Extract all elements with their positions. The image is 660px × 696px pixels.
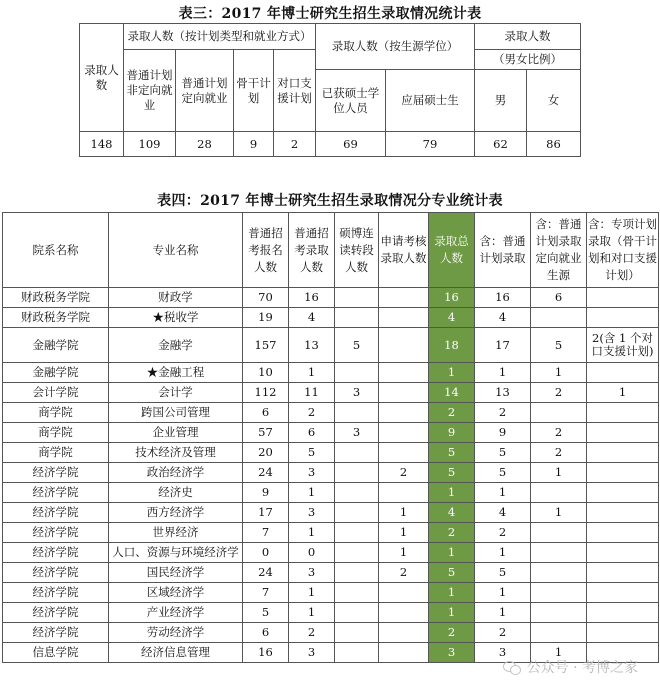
t4-cell: 商学院 [3, 423, 109, 443]
t4-cell: 2 [475, 403, 531, 423]
table3-title: 表三：2017 年博士研究生招生录取情况统计表 [178, 6, 482, 22]
t4-cell [587, 563, 659, 583]
t4-data-row [3, 543, 659, 563]
t4-cell: 政治经济学 [109, 463, 243, 483]
t3-header-gender-col: 男 [475, 70, 527, 132]
t4-cell: 5 [475, 563, 531, 583]
t4-data-row [3, 483, 659, 503]
t4-header-total: 录取总人数 [429, 213, 475, 288]
t4-cell: 2 [379, 463, 429, 483]
t4-cell [587, 623, 659, 643]
t4-cell: 1 [475, 483, 531, 503]
t4-cell: 3 [335, 383, 379, 403]
t4-cell: 1 [429, 603, 475, 623]
t4-data-row [3, 288, 659, 308]
t4-cell: 13 [475, 383, 531, 403]
t3-header-source-col: 已获硕士学位人员 [316, 70, 386, 132]
t4-cell: 经济学院 [3, 623, 109, 643]
t3-cell: 28 [176, 132, 234, 157]
t4-cell: 3 [289, 643, 335, 663]
t4-cell: 经济学院 [3, 543, 109, 563]
t4-cell: 4 [475, 503, 531, 523]
t4-cell: 1 [531, 363, 587, 383]
t4-cell: 16 [429, 288, 475, 308]
t4-cell: 5 [475, 463, 531, 483]
t4-cell [379, 423, 429, 443]
t4-cell: 会计学院 [3, 383, 109, 403]
t4-cell [587, 503, 659, 523]
t4-cell [587, 288, 659, 308]
t4-cell [335, 523, 379, 543]
t4-cell [335, 403, 379, 423]
t4-cell: 经济学院 [3, 463, 109, 483]
t4-cell: 金融学院 [3, 363, 109, 383]
t4-cell [587, 583, 659, 603]
t4-cell [531, 623, 587, 643]
t4-cell [531, 483, 587, 503]
t4-cell [379, 603, 429, 623]
t4-cell [379, 643, 429, 663]
t4-cell: 9 [429, 423, 475, 443]
t4-cell: 4 [475, 308, 531, 328]
t3-header-gender-sub: （男女比例） [475, 50, 581, 70]
t4-cell [379, 363, 429, 383]
t4-cell: 3 [289, 503, 335, 523]
t3-cell: 69 [316, 132, 386, 157]
t4-cell [531, 543, 587, 563]
t4-data-row [3, 463, 659, 483]
t4-cell: ★税收学 [109, 308, 243, 328]
t4-cell: 16 [475, 288, 531, 308]
t3-header-gender-col: 女 [527, 70, 581, 132]
t4-cell: 14 [429, 383, 475, 403]
wechat-icon [503, 659, 521, 675]
t4-cell: 产业经济学 [109, 603, 243, 623]
t4-cell: 商学院 [3, 443, 109, 463]
t4-cell [379, 623, 429, 643]
t4-header-application: 申请考核录取人数 [379, 213, 429, 288]
t4-cell [335, 563, 379, 583]
t4-cell [335, 603, 379, 623]
t4-cell: 4 [429, 503, 475, 523]
t4-data-row [3, 363, 659, 383]
t4-cell: 9 [243, 483, 289, 503]
t4-data-row [3, 563, 659, 583]
t4-cell [531, 583, 587, 603]
t4-cell [335, 443, 379, 463]
t4-cell: 1 [379, 523, 429, 543]
t3-header-plan: 录取人数（按计划类型和就业方式） [124, 24, 316, 50]
t4-cell [335, 623, 379, 643]
t4-cell: 16 [243, 643, 289, 663]
t4-cell: 2 [429, 403, 475, 423]
t4-cell: 3 [429, 643, 475, 663]
t4-cell: 6 [243, 403, 289, 423]
t4-cell: 1 [531, 463, 587, 483]
t3-header-gender: 录取人数 [475, 24, 581, 50]
t4-cell: 1 [289, 363, 335, 383]
t4-cell: ★金融工程 [109, 363, 243, 383]
t4-cell: 经济学院 [3, 563, 109, 583]
t4-cell: 3 [289, 563, 335, 583]
t4-cell: 9 [475, 423, 531, 443]
t4-cell [335, 463, 379, 483]
t4-cell: 2 [475, 623, 531, 643]
t4-cell: 5 [429, 443, 475, 463]
t4-cell: 5 [429, 463, 475, 483]
t4-cell: 经济学院 [3, 583, 109, 603]
t3-cell: 2 [274, 132, 316, 157]
t4-cell [335, 483, 379, 503]
t4-cell: 1 [475, 543, 531, 563]
t4-cell: 157 [243, 328, 289, 363]
t4-cell: 1 [429, 363, 475, 383]
t4-cell: 经济学院 [3, 503, 109, 523]
t4-cell: 劳动经济学 [109, 623, 243, 643]
t4-cell: 技术经济及管理 [109, 443, 243, 463]
t4-cell: 6 [289, 423, 335, 443]
watermark-text: 公众号 · 考博之家 [526, 660, 638, 676]
t4-cell: 会计学 [109, 383, 243, 403]
t4-cell: 2 [475, 523, 531, 543]
t4-cell: 5 [243, 603, 289, 623]
t4-cell: 70 [243, 288, 289, 308]
t4-cell [587, 603, 659, 623]
t4-header-major: 专业名称 [109, 213, 243, 288]
t4-cell [587, 523, 659, 543]
t4-cell: 1 [531, 503, 587, 523]
t4-cell: 16 [289, 288, 335, 308]
t4-cell: 1 [429, 543, 475, 563]
t4-cell [379, 308, 429, 328]
t4-cell [587, 463, 659, 483]
t4-cell: 1 [475, 603, 531, 623]
t4-cell: 财政学 [109, 288, 243, 308]
watermark [503, 657, 638, 677]
t4-cell: 2 [289, 623, 335, 643]
t4-cell [531, 603, 587, 623]
t4-cell: 西方经济学 [109, 503, 243, 523]
t4-data-row [3, 523, 659, 543]
t4-cell [587, 483, 659, 503]
t4-header-general: 含：普通计划录取 [475, 213, 531, 288]
t4-cell: 商学院 [3, 403, 109, 423]
t4-cell: 3 [335, 423, 379, 443]
t4-data-row [3, 503, 659, 523]
t4-cell: 2(含 1 个对口支援计划) [587, 328, 659, 363]
t4-cell: 2 [429, 623, 475, 643]
t3-cell: 148 [80, 132, 124, 157]
t4-cell [531, 563, 587, 583]
t4-cell [531, 403, 587, 423]
t4-cell [379, 583, 429, 603]
t4-cell: 经济学院 [3, 483, 109, 503]
t4-cell: 1 [587, 383, 659, 403]
t4-cell: 信息学院 [3, 643, 109, 663]
t4-cell: 1 [475, 363, 531, 383]
t4-cell: 1 [429, 483, 475, 503]
t4-cell: 57 [243, 423, 289, 443]
t4-cell: 1 [379, 543, 429, 563]
t4-cell: 11 [289, 383, 335, 403]
t3-header-plan-col: 骨干计划 [234, 50, 274, 132]
t3-data-row [80, 132, 581, 157]
t4-cell: 0 [289, 543, 335, 563]
t4-cell: 1 [429, 583, 475, 603]
t4-cell [335, 288, 379, 308]
t4-cell: 5 [289, 443, 335, 463]
t4-cell: 7 [243, 523, 289, 543]
t4-cell [587, 423, 659, 443]
t4-header-applicants: 普通招考报名人数 [243, 213, 289, 288]
t4-cell: 2 [531, 423, 587, 443]
t3-cell: 109 [124, 132, 176, 157]
t4-cell: 4 [289, 308, 335, 328]
t3-header-plan-col: 普通计划非定向就业 [124, 50, 176, 132]
t4-cell: 112 [243, 383, 289, 403]
t4-cell: 5 [429, 563, 475, 583]
t4-cell: 2 [429, 523, 475, 543]
t4-data-row [3, 328, 659, 363]
t4-cell: 24 [243, 463, 289, 483]
t4-header-directed: 含：普通计划录取定向就业生源 [531, 213, 587, 288]
t4-cell: 20 [243, 443, 289, 463]
t4-cell: 国民经济学 [109, 563, 243, 583]
table4 [2, 212, 659, 663]
t4-cell: 3 [289, 463, 335, 483]
t3-header-plan-col: 普通计划定向就业 [176, 50, 234, 132]
t4-cell [531, 308, 587, 328]
t4-cell [335, 308, 379, 328]
t4-data-row [3, 403, 659, 423]
t4-cell: 财政税务学院 [3, 288, 109, 308]
t4-cell: 经济学院 [3, 603, 109, 623]
t4-cell [379, 383, 429, 403]
t4-cell: 6 [243, 623, 289, 643]
t4-cell: 5 [531, 328, 587, 363]
t4-cell: 2 [531, 383, 587, 403]
table4-title: 表四：2017 年博士研究生招生录取情况分专业统计表 [157, 193, 503, 209]
t4-cell [379, 288, 429, 308]
t4-cell: 2 [379, 563, 429, 583]
table3 [79, 23, 581, 157]
t4-cell [335, 583, 379, 603]
t4-cell: 跨国公司管理 [109, 403, 243, 423]
t4-data-row [3, 308, 659, 328]
t4-cell: 5 [475, 443, 531, 463]
t4-cell: 金融学 [109, 328, 243, 363]
t3-cell: 9 [234, 132, 274, 157]
t4-cell [379, 483, 429, 503]
t3-header-source-col: 应届硕士生 [386, 70, 475, 132]
t4-cell: 1 [379, 503, 429, 523]
t4-cell: 1 [531, 643, 587, 663]
t4-cell [335, 543, 379, 563]
t4-cell: 区域经济学 [109, 583, 243, 603]
t4-cell: 6 [531, 288, 587, 308]
t3-header-plan-col: 对口支援计划 [274, 50, 316, 132]
t3-cell: 79 [386, 132, 475, 157]
t4-cell: 人口、资源与环境经济学 [109, 543, 243, 563]
t4-cell: 1 [289, 523, 335, 543]
t4-data-row [3, 603, 659, 623]
t4-cell [587, 403, 659, 423]
t4-cell: 经济史 [109, 483, 243, 503]
t4-cell: 金融学院 [3, 328, 109, 363]
t4-cell: 企业管理 [109, 423, 243, 443]
t4-cell: 2 [531, 443, 587, 463]
t3-cell: 86 [527, 132, 581, 157]
t4-cell: 17 [243, 503, 289, 523]
t4-cell: 3 [475, 643, 531, 663]
t4-header-row [3, 213, 659, 288]
t4-cell [379, 443, 429, 463]
t4-cell [379, 328, 429, 363]
t3-cell: 62 [475, 132, 527, 157]
t4-cell [531, 523, 587, 543]
t4-data-row [3, 583, 659, 603]
t4-data-row [3, 443, 659, 463]
t4-cell [335, 503, 379, 523]
t4-cell: 经济信息管理 [109, 643, 243, 663]
t4-cell [587, 443, 659, 463]
t4-cell: 10 [243, 363, 289, 383]
t4-cell: 0 [243, 543, 289, 563]
t4-data-row [3, 383, 659, 403]
t4-cell: 世界经济 [109, 523, 243, 543]
t4-cell: 1 [475, 583, 531, 603]
t4-data-row [3, 423, 659, 443]
t4-cell: 13 [289, 328, 335, 363]
t4-cell: 24 [243, 563, 289, 583]
t4-cell: 经济学院 [3, 523, 109, 543]
t4-cell [335, 363, 379, 383]
t4-cell: 1 [289, 603, 335, 623]
t4-cell: 4 [429, 308, 475, 328]
t4-header-special: 含：专项计划录取（骨干计划和对口支援计划） [587, 213, 659, 288]
t4-cell: 19 [243, 308, 289, 328]
t4-header-dept: 院系名称 [3, 213, 109, 288]
t4-cell: 财政税务学院 [3, 308, 109, 328]
t4-cell: 18 [429, 328, 475, 363]
t4-cell: 5 [335, 328, 379, 363]
t4-cell: 1 [289, 483, 335, 503]
t4-cell [587, 543, 659, 563]
t4-cell [587, 363, 659, 383]
t4-cell: 7 [243, 583, 289, 603]
t4-cell [335, 643, 379, 663]
t4-header-admitted: 普通招考录取人数 [289, 213, 335, 288]
t4-cell [587, 308, 659, 328]
t4-cell: 17 [475, 328, 531, 363]
t4-header-transfer: 硕博连读转段人数 [335, 213, 379, 288]
t4-cell: 2 [289, 403, 335, 423]
t4-data-row [3, 623, 659, 643]
t4-cell: 1 [289, 583, 335, 603]
t3-header-source: 录取人数（按生源学位） [316, 24, 475, 70]
t3-header-total: 录取人数 [80, 24, 124, 132]
t4-cell [379, 403, 429, 423]
